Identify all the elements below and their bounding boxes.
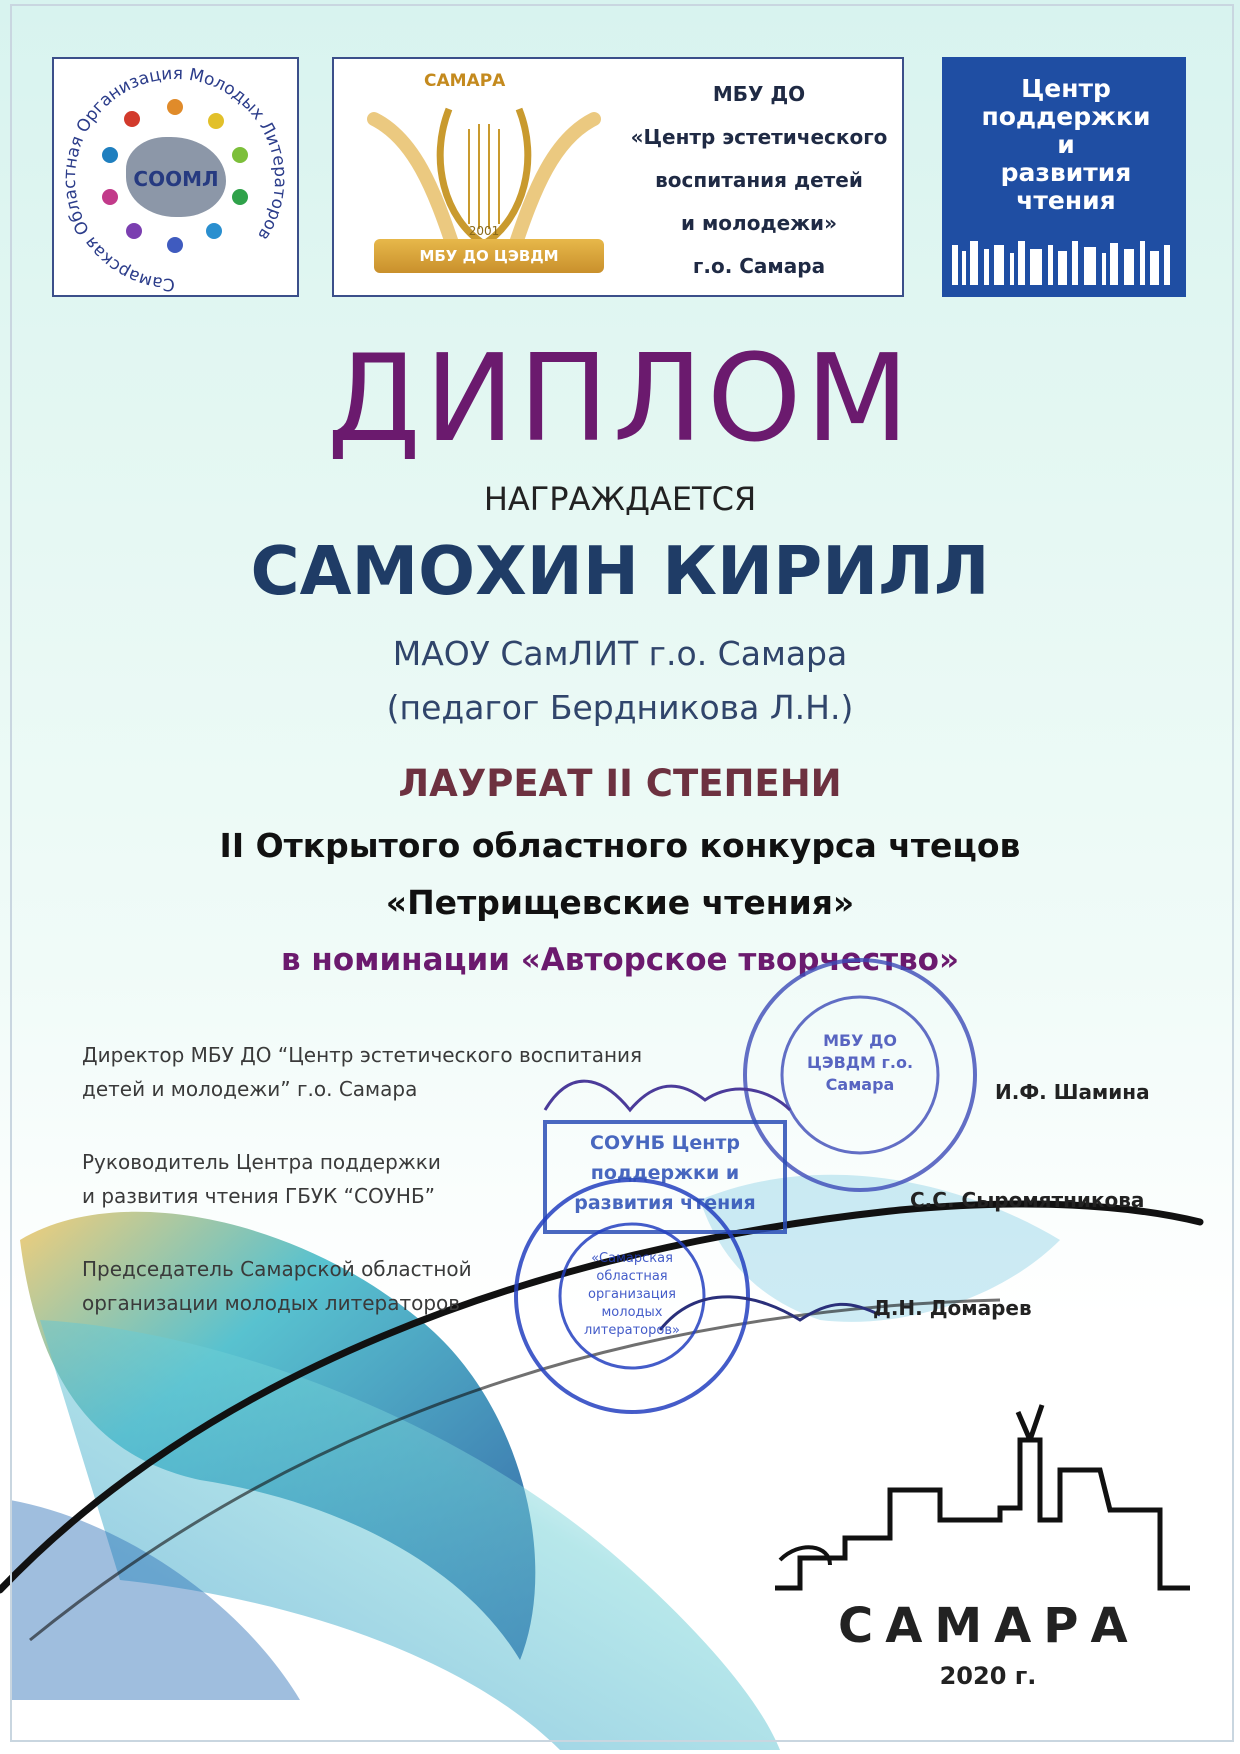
cevdm-line: и молодежи» <box>680 211 837 235</box>
contest-title: II Открытого областного конкурса чтецов <box>219 826 1021 865</box>
cevdm-stamp-text: МБУ ДО ЦЭВДМ г.о. Самара <box>806 1031 914 1094</box>
sounb-stamp-text: СОУНБ Центр поддержки и развития чтения <box>574 1132 756 1214</box>
footer-year: 2020 г. <box>939 1662 1037 1690</box>
cevdm-ribbon: МБУ ДО ЦЭВДМ <box>374 239 604 273</box>
awarded-label: НАГРАЖДАЕТСЯ <box>483 480 757 518</box>
nomination: в номинации «Авторское творчество» <box>280 942 960 978</box>
cevdm-line: «Центр эстетического <box>630 125 888 149</box>
signature-title-head: Руководитель Центра поддержки и развития чтения ГБУК “СОУНБ” <box>82 1150 441 1208</box>
laureate-degree: ЛАУРЕАТ II СТЕПЕНИ <box>398 762 842 805</box>
soomle-stamp-text: «Самарская областная организация молодых литераторов» <box>584 1251 680 1338</box>
soomle-abbr: СООМЛ <box>133 167 219 191</box>
cevdm-line: воспитания детей <box>655 168 863 192</box>
contest-name: «Петрищевские чтения» <box>385 883 855 922</box>
signature-title-director: Директор МБУ ДО “Центр эстетического воспитания детей и молодежи” г.о. Самара <box>82 1043 643 1101</box>
signature-name-syromyatnikova: С.С. Сыромятникова <box>910 1188 1145 1212</box>
cevdm-line: г.о. Самара <box>692 254 826 278</box>
teacher-name: (педагог Бердникова Л.Н.) <box>386 688 854 727</box>
signature-name-domarev: Д.Н. Домарев <box>873 1296 1032 1320</box>
cevdm-city: САМАРА <box>424 71 506 91</box>
diploma-title: ДИПЛОМ <box>327 330 913 469</box>
cevdm-line: МБУ ДО <box>712 82 806 106</box>
cevdm-year: 2001 <box>468 224 500 238</box>
reading-center-text: Центр поддержки и развития чтения <box>981 74 1151 215</box>
soomle-ring-text: Самарская Областная Организация Молодых Литераторов <box>59 63 291 295</box>
footer-city: САМАРА <box>838 1598 1140 1654</box>
signature-title-chairman: Председатель Самарской областной организации молодых литераторов <box>82 1257 472 1315</box>
recipient-name: САМОХИН КИРИЛЛ <box>250 532 990 610</box>
signature-name-shamina: И.Ф. Шамина <box>995 1080 1150 1104</box>
recipient-organization: МАОУ СамЛИТ г.о. Самара <box>392 634 848 673</box>
